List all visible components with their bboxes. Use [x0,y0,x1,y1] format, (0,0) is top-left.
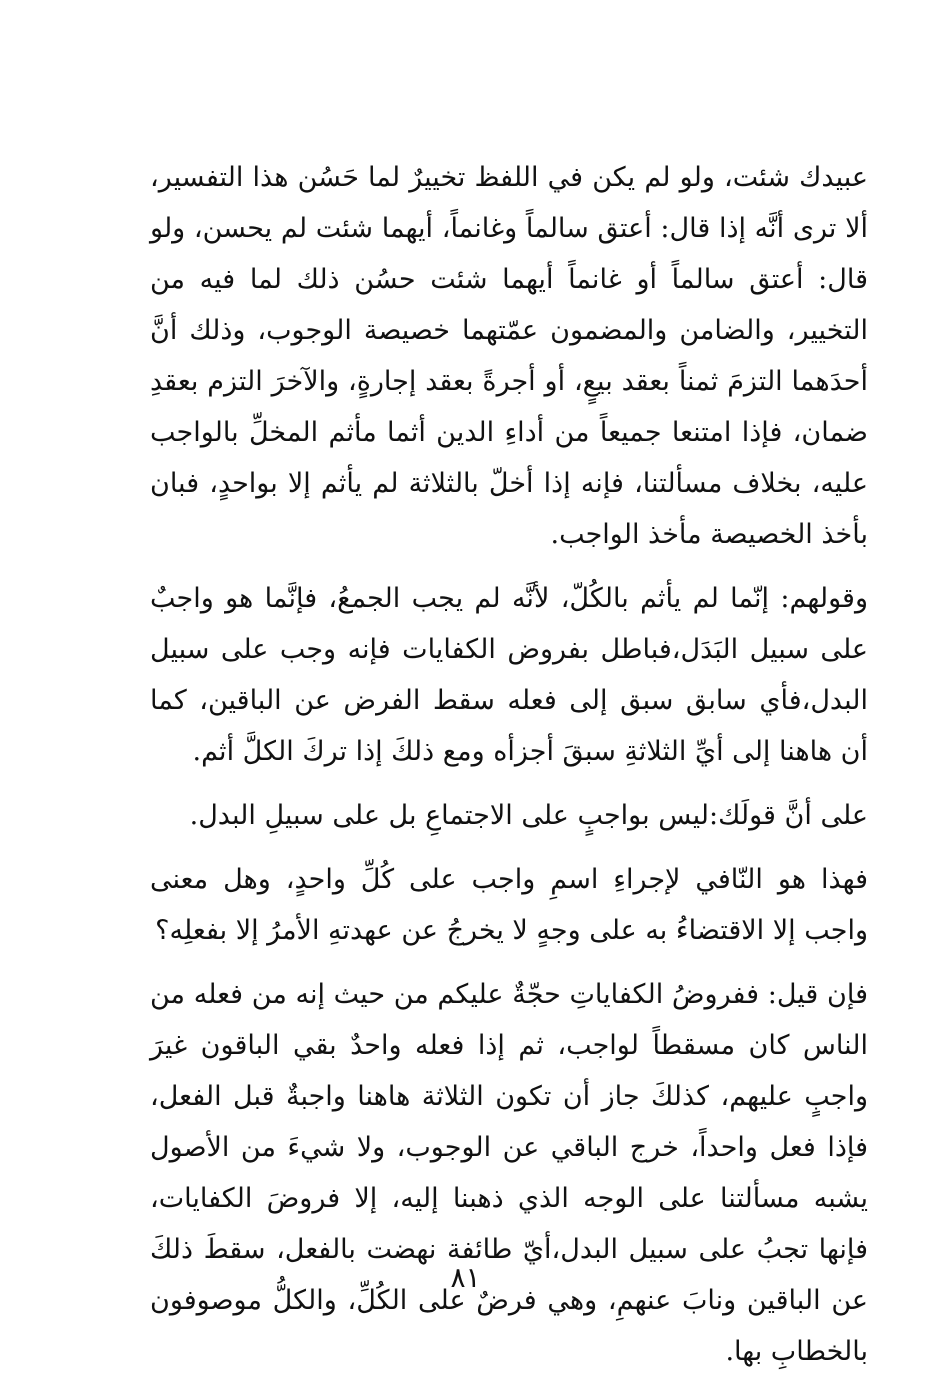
page-number: ٨١ [450,1261,481,1294]
paragraph-2: وقولهم: إنّما لم يأثم بالكُلّ، لأنَّه لم يجب الجمعُ، فإنَّما هو واجبٌ على سبيل البَدَل،فباطل بفروض الكفايات فإنه وجب على سبيل البدل،فأي سابق سبق إلى فعله سقط الفرض عن الباقين، كما أن هاهنا إلى أيِّ الثلاثةِ سبقَ أجزأه ومع ذلكَ إذا تركَ الكلَّ أثم. [150,583,869,767]
body-text [150,152,868,1377]
paragraph-3: على أنَّ قولَك:ليس بواجبٍ على الاجتماعِ بل على سبيلِ البدل. [189,800,868,831]
paragraph-1: عبيدك شئت، ولو لم يكن في اللفظ تخييرٌ لما حَسُن هذا التفسير، ألا ترى أنَّه إذا قال: أعتق سالماً وغانماً، أيهما شئت لم يحسن، ولو قال: أعتق سالماً أو غانماً أيهما شئت حسُن ذلك لما فيه من التخيير، والضامن والمضمون عمّتهما خصيصة الوجوب، وذلك أنَّ أحدَهما التزمَ ثمناً بعقد بيعٍ، أو أجرةً بعقد إجارةٍ، والآخرَ التزم بعقدِ ضمان، فإذا امتنعا جميعاً من أداءِ الدين أثما مأثم المخلِّ بالواجب عليه، بخلاف مسألتنا، فإنه إذا أخلّ بالثلاثة لم يأثم إلا بواحدٍ، فبان بأخذ الخصيصة مأخذ الواجب. [150,162,868,550]
paragraph-4: فهذا هو النّافي لإجراءِ اسمِ واجب على كُلِّ واحدٍ، وهل معنى واجب إلا الاقتضاءُ به على وجهٍ لا يخرجُ عن عهدتهِ الأمرُ إلا بفعلِه؟ [150,864,868,946]
paragraph-5: فإن قيل: ففروضُ الكفاياتِ حجّةٌ عليكم من حيث إنه من فعله من الناس كان مسقطاً لواجب، ثم إذا فعله واحدٌ بقي الباقون غيرَ واجبٍ عليهم، كذلكَ جاز أن تكون الثلاثة هاهنا واجبةٌ قبل الفعل، فإذا فعل واحداً، خرج الباقي عن الوجوب، ولا شيءَ من الأصول يشبه مسألتنا على الوجه الذي ذهبنا إليه، إلا فروضَ الكفايات، فإنها تجبُ على سبيل البدل،أيّ طائفة نهضت بالفعل، سقطَ ذلكَ عن الباقين ونابَ عنهمِ، وهي فرضٌ على الكُلِّ، والكلُّ موصوفون بالخطابِ بها. [150,979,868,1367]
